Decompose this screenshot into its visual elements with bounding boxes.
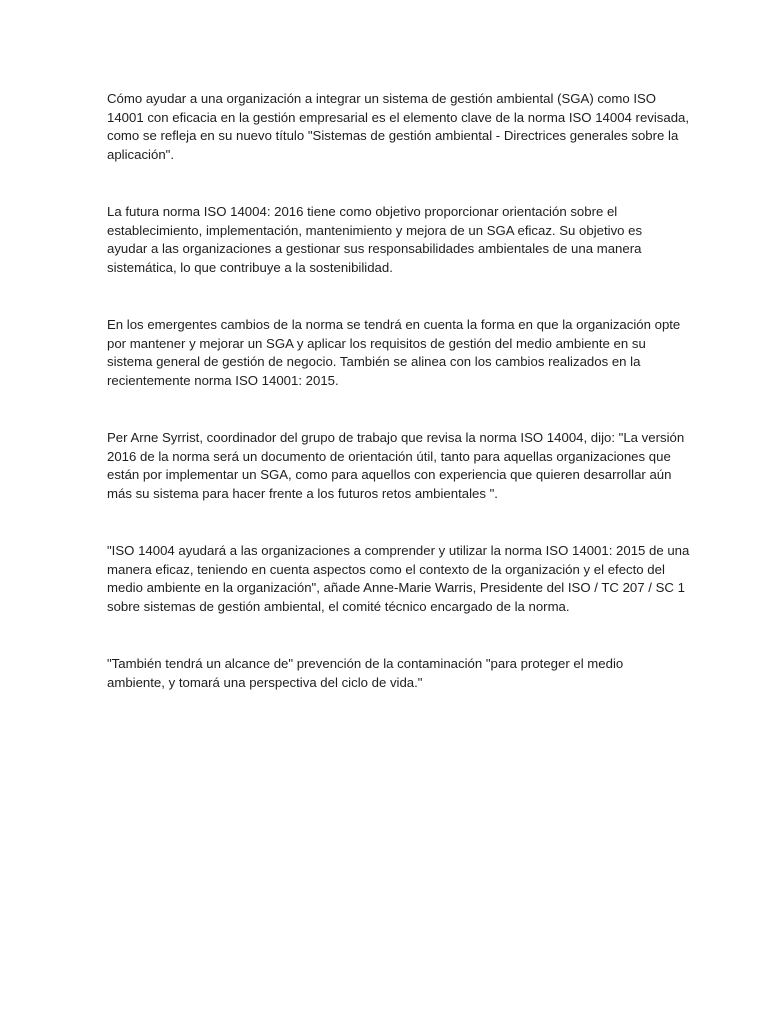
- paragraph-gap: [107, 277, 672, 316]
- paragraph-line: ambiente, y tomará una perspectiva del ciclo de vida.": [107, 674, 423, 690]
- paragraph-line: aplicación".: [107, 146, 174, 162]
- paragraph-line: sistemática, lo que contribuye a la sostenibilidad.: [107, 259, 393, 275]
- paragraph-line: más su sistema para hacer frente a los futuros retos ambientales ".: [107, 485, 498, 501]
- paragraph-line: como se refleja en su nuevo título "Sistemas de gestión ambiental - Directrices generales sobre la: [107, 128, 679, 143]
- paragraph-line: sobre sistemas de gestión ambiental, el comité técnico encargado de la norma.: [107, 598, 570, 614]
- paragraph-line: Cómo ayudar a una organización a integrar un sistema de gestión ambiental (SGA) como ISO: [107, 91, 657, 106]
- paragraph-line: sistema general de gestión de negocio. También se alinea con los cambios realizados en la: [107, 354, 641, 369]
- paragraph-6: [107, 655, 672, 692]
- paragraph-3: [107, 316, 681, 390]
- paragraph-line: "También tendrá un alcance de" prevención de la contaminación "para proteger el medio: [107, 656, 624, 671]
- paragraph-line: Per Arne Syrrist, coordinador del grupo de trabajo que revisa la norma ISO 14004, dijo: "La versión: [107, 430, 685, 445]
- paragraph-line: por mantener y mejorar un SGA y aplicar los requisitos de gestión del medio ambiente en su: [107, 335, 646, 351]
- paragraph-line: establecimiento, implementación, mantenimiento y mejora de un SGA eficaz. Su objetivo es: [107, 222, 643, 238]
- paragraph-5: [107, 542, 690, 616]
- paragraph-gap: [107, 390, 672, 429]
- paragraph-1: [107, 90, 690, 164]
- paragraph-line: "ISO 14004 ayudará a las organizaciones a comprender y utilizar la norma ISO 14001: 2015 de una: [107, 543, 690, 558]
- paragraph-gap: [107, 503, 672, 542]
- paragraph-line: están por implementar un SGA, como para aquellos con experiencia que quieren desarrollar aún: [107, 467, 672, 482]
- document-body: [107, 90, 690, 692]
- paragraph-line: medio ambiente en la organización", añade Anne-Marie Warris, Presidente del ISO / TC 207 / SC 1: [107, 580, 685, 595]
- paragraph-line: La futura norma ISO 14004: 2016 tiene como objetivo proporcionar orientación sobre el: [107, 204, 618, 219]
- paragraph-gap: [107, 164, 672, 203]
- paragraph-line: ayudar a las organizaciones a gestionar sus responsabilidades ambientales de una manera: [107, 241, 642, 256]
- paragraph-line: 14001 con eficacia en la gestión empresarial es el elemento clave de la norma ISO 14004 revisada,: [107, 109, 690, 125]
- paragraph-gap: [107, 616, 672, 655]
- paragraph-line: recientemente norma ISO 14001: 2015.: [107, 372, 339, 388]
- paragraph-2: [107, 203, 672, 277]
- paragraph-line: 2016 de la norma será un documento de orientación útil, tanto para aquellas organizaciones que: [107, 448, 671, 464]
- paragraph-line: En los emergentes cambios de la norma se tendrá en cuenta la forma en que la organización opte: [107, 317, 681, 332]
- paragraph-line: manera eficaz, teniendo en cuenta aspectos como el contexto de la organización y el efecto del: [107, 561, 665, 577]
- paragraph-4: [107, 429, 685, 503]
